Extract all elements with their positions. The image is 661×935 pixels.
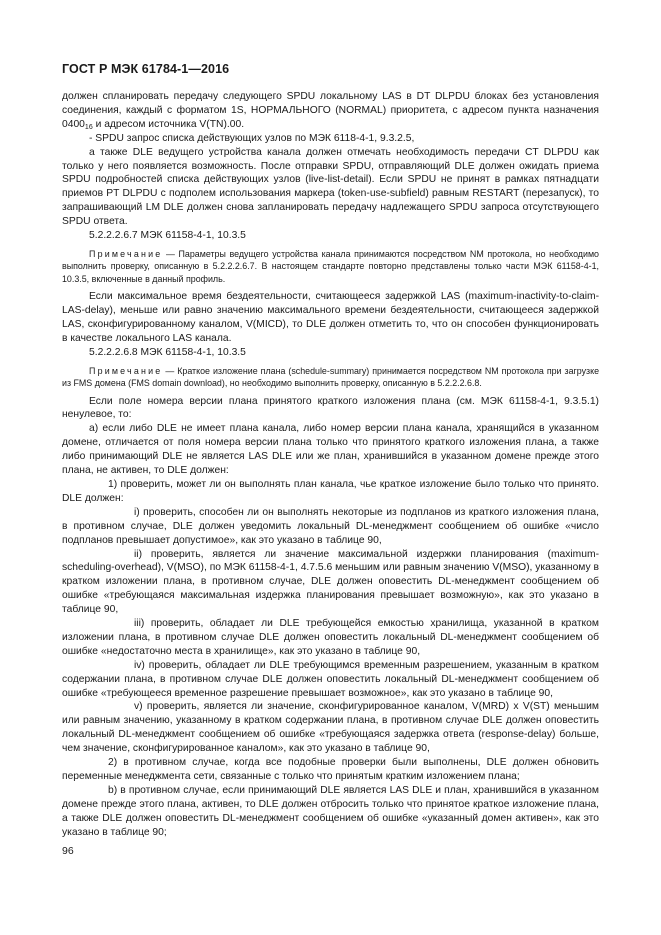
page-number: 96 [62,845,74,857]
note-label: Примечание [89,248,163,259]
paragraph-p7: Если поле номера версии плана принятого краткого изложения плана (см. МЭК 61158-4-1, 9.3.5.1) ненулевое, то: [62,395,599,421]
list-item-b: b) в противном случае, если принимающий DLE является LAS DLE и план, хранившийся в указанном домене прежде этого плана, активен, то DLE должен отбросить только что принятое краткое изложение плана, а также DLE должен оповестить DL-менеджмент сообщением об ошибке «указанный домен активен», как это указано в таблице 90; [62,784,599,838]
section-heading-5-2-2-2-6-7: 5.2.2.2.6.7 МЭК 61158-4-1, 10.3.5 [89,230,246,242]
list-item-iii: iii) проверить, обладает ли DLE требующейся емкостью хранилища, указанной в кратком изложении плана, в противном случае DLE должен оповестить локальный DL-менеджмент сообщением об ошибке «недостаточно места в хранилище», как это указано в таблице 90, [62,618,599,657]
list-item-1: 1) проверить, может ли он выполнять план канала, чье краткое изложение было только что принято. DLE должен: [62,478,599,504]
list-item-a: a) если либо DLE не имеет плана канала, либо номер версии плана канала, хранящийся в указанном домене, отличается от поля номера версии плана только что принятого краткого изложения плана, а также либо принимающий DLE не является LAS DLE или же план, хранившийся в указанном домене прежде этого плана, не активен, то DLE должен: [62,423,599,477]
note-2: Примечание — Краткое изложение плана (schedule-summary) принимается посредством NM протокола при загрузке из FMS домена (FMS domain download), но необходимо выполнить проверку, описанную в 5.2.2.2.6.8. [62,365,599,389]
paragraph-p3: а также DLE ведущего устройства канала должен отмечать необходимость передачи CT DLPDU как только у него появляется возможность. После отправки SPDU, отправляющий DLE должен ожидать приема SPDU подробностей списка действующих узлов (live-list-detail). Если SPDU не принят в рамках пятнадцати приемов PT DLPDU с подполем использования маркера (token-use-subfield) равным RESTART (перезапуск), то запрашивающий LM DLE должен снова запланировать передачу надлежащего SPDU запроса отсутствующего SPDU ответа. [62,146,599,228]
section-heading-5-2-2-2-6-8: 5.2.2.2.6.8 МЭК 61158-4-1, 10.3.5 [89,346,246,358]
paragraph-p5: Если максимальное время бездеятельности, считающееся задержкой LAS (maximum-inactivity-to-claim-LAS-delay), меньше или равно значению максимального времени бездеятельности, считающееся задержкой LAS, сконфигурированному каналом, V(MICD), то DLE должен отметить то, что он способен функционировать в качестве локального LAS канала. [62,291,599,344]
standard-header: ГОСТ Р МЭК 61784-1—2016 [62,62,230,76]
document-body [62,90,599,840]
paragraph-p1: должен спланировать передачу следующего SPDU локальному LAS в DT DLPDU блоках без установления соединения, каждый с форматом 1S, НОРМАЛЬНОГО (NORMAL) приоритета, с адресом пункта назначения $0400_{16}$ и адресом источника V(TN).00. [62,91,599,131]
list-item-i: i) проверить, способен ли он выполнять некоторые из подпланов из краткого изложения плана, в противном случае, DLE должен уведомить локальный DL-менеджмент сообщением об ошибке «число подпланов превышает допустимое», как это указано в таблице 90, [62,506,599,546]
note-label: Примечание [89,365,163,376]
list-item-iv: iv) проверить, обладает ли DLE требующимся временным разрешением, указанным в кратком содержании плана, в противном случае DLE должен оповестить локальный DL-менеджмент сообщением об ошибке «требующееся временное разрешение превышает возможное», как это указано в таблице 90, [62,659,599,699]
list-item-ii: ii) проверить, является ли значение максимальной издержки планирования (maximum-scheduling-overhead), V(MSO), по МЭК 61158-4-1, 4.7.5.6 меньшим или равным значению V(MSO), указанному в кратком изложении плана, в противном случае, DLE должен оповестить DL-менеджмент сообщением об ошибке «требующаяся максимальная издержка планирования превышает возможную», как это указано в таблице 90, [62,548,599,616]
note-1: Примечание — Параметры ведущего устройства канала принимаются посредством NM протокола, но необходимо выполнить проверку, описанную в 5.2.2.2.6.7. В настоящем стандарте повторно представлены только части МЭК 61158-4-1, 10.3.5, включенные в данный профиль. [62,248,599,284]
list-item-spdu-request: - SPDU запрос списка действующих узлов по МЭК 6118-4-1, 9.3.2.5, [89,132,415,144]
list-item-2: 2) в противном случае, когда все подобные проверки были выполнены, DLE должен обновить переменные менеджмента сети, связанные с только что принятым кратким изложением плана; [62,757,599,782]
list-item-v: v) проверить, является ли значение, сконфигурированное каналом, V(MRD) x V(ST) меньшим или равным значению, указанному в кратком содержании плана, в противном случае DLE должен оповестить локальный DL-менеджмент сообщением об ошибке «требующаяся задержка ответа (response-delay) больше, чем значение, сконфигурированное каналом», как это указано в таблице 90, [62,701,599,755]
